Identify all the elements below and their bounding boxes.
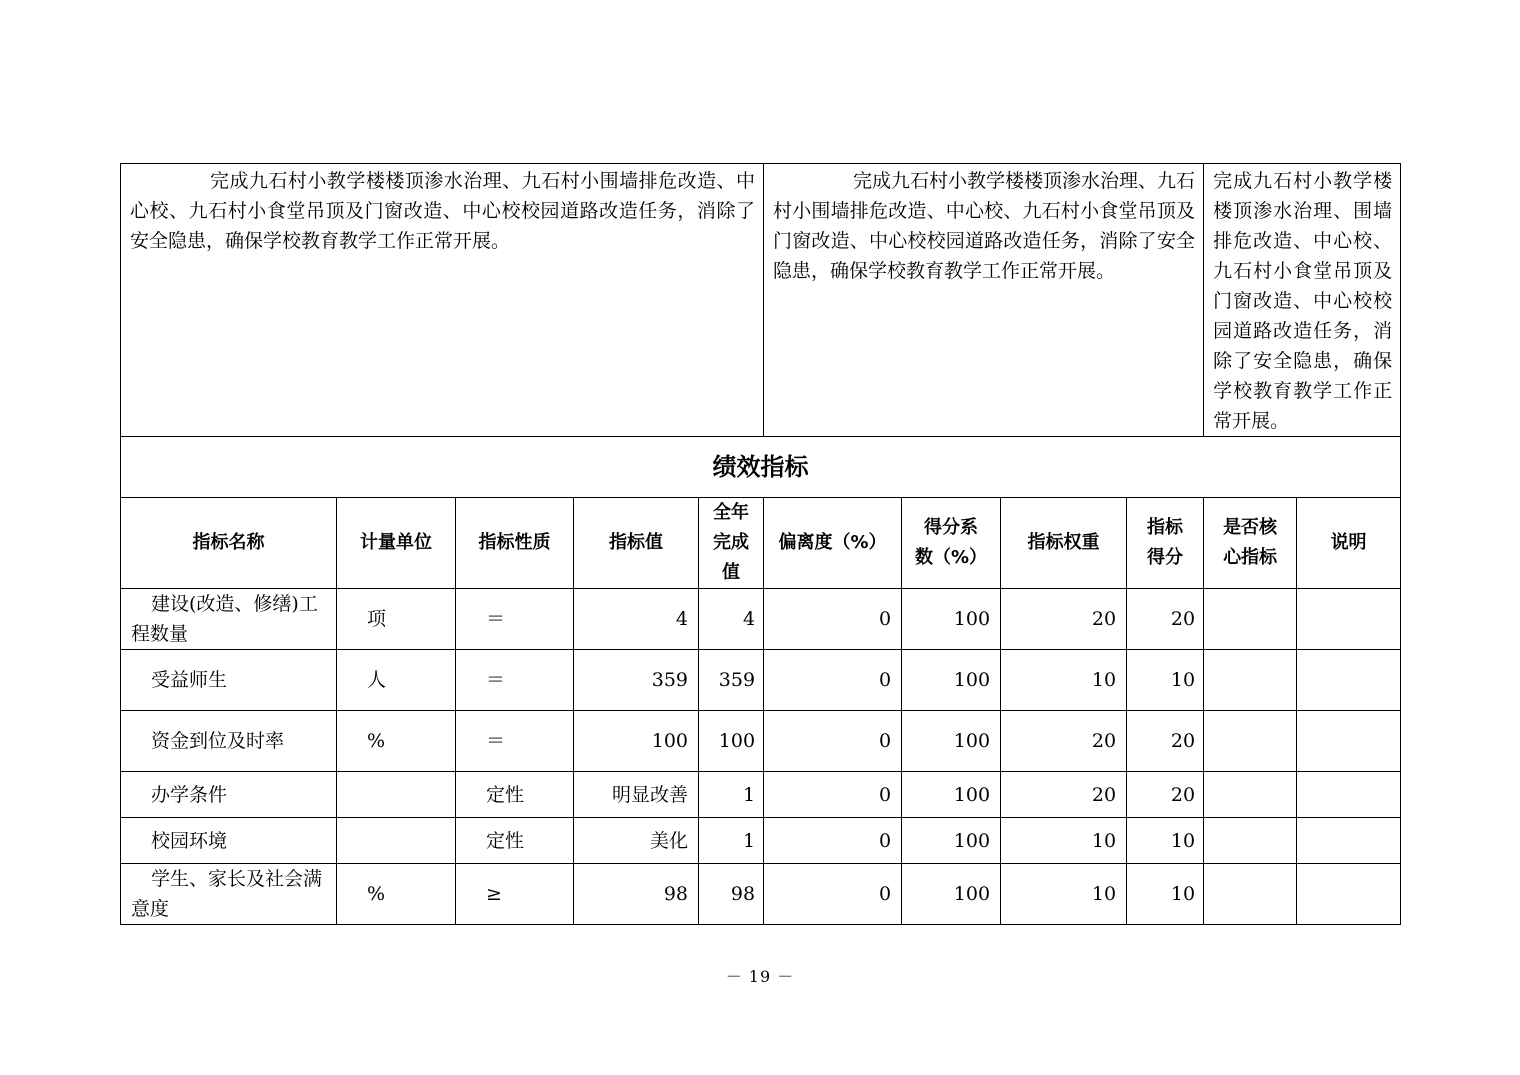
nature-cell: ＝ <box>456 589 574 650</box>
header-core-line2: 心指标 <box>1223 547 1278 568</box>
score-cell: 20 <box>1127 772 1204 818</box>
summary-actual-text: 完成九石村小教学楼楼顶渗水治理、九石村小围墙排危改造、中心校、九石村小食堂吊顶及门窗改造、中心校校园道路改造任务，消除了安全隐患，确保学校教育教学工作正常开展。 <box>764 164 1204 437</box>
indicator-name: 办学条件 <box>121 772 337 818</box>
weight-cell: 10 <box>1001 864 1127 925</box>
header-row <box>121 498 1401 589</box>
page-number: － 19 － <box>725 967 795 986</box>
indicator-name: 受益师生 <box>121 650 337 711</box>
header-core-line1: 是否核 <box>1223 517 1278 538</box>
annual-actual-cell: 1 <box>699 772 764 818</box>
core-cell <box>1204 589 1297 650</box>
target-value-cell: 4 <box>574 589 699 650</box>
score-cell: 10 <box>1127 818 1204 864</box>
table-row <box>121 772 1401 818</box>
weight-cell: 20 <box>1001 589 1127 650</box>
core-cell <box>1204 864 1297 925</box>
annual-actual-cell: 4 <box>699 589 764 650</box>
deviation-cell: 0 <box>764 711 902 772</box>
target-value-cell: 98 <box>574 864 699 925</box>
header-annual-actual <box>699 498 764 589</box>
header-score <box>1127 498 1204 589</box>
note-cell <box>1297 650 1401 711</box>
deviation-cell: 0 <box>764 589 902 650</box>
summary-evaluation-text: 完成九石村小教学楼楼顶渗水治理、围墙排危改造、中心校、九石村小食堂吊顶及门窗改造、中心校校园道路改造任务，消除了安全隐患，确保学校教育教学工作正常开展。 <box>1204 164 1401 437</box>
header-deviation: 偏离度（%） <box>764 498 902 589</box>
header-note: 说明 <box>1297 498 1401 589</box>
header-annual-line1: 全年 <box>713 502 750 523</box>
annual-actual-cell: 359 <box>699 650 764 711</box>
core-cell <box>1204 772 1297 818</box>
deviation-cell: 0 <box>764 818 902 864</box>
nature-cell: ＝ <box>456 650 574 711</box>
table-row <box>121 818 1401 864</box>
indicator-name: 资金到位及时率 <box>121 711 337 772</box>
header-weight: 指标权重 <box>1001 498 1127 589</box>
deviation-cell: 0 <box>764 772 902 818</box>
weight-cell: 10 <box>1001 818 1127 864</box>
target-value-cell: 美化 <box>574 818 699 864</box>
indicator-name: 校园环境 <box>121 818 337 864</box>
header-unit: 计量单位 <box>337 498 456 589</box>
header-annual-line3: 值 <box>722 562 741 583</box>
nature-cell: ＝ <box>456 711 574 772</box>
note-cell <box>1297 589 1401 650</box>
nature-cell: 定性 <box>456 818 574 864</box>
indicator-name: 建设(改造、修缮)工程数量 <box>121 589 337 650</box>
header-score-line2: 得分 <box>1147 547 1184 568</box>
header-coef-line1: 得分系 <box>924 517 979 538</box>
header-target-value: 指标值 <box>574 498 699 589</box>
performance-table <box>120 163 1401 925</box>
note-cell <box>1297 818 1401 864</box>
core-cell <box>1204 711 1297 772</box>
summary-plan-text: 完成九石村小教学楼楼顶渗水治理、九石村小围墙排危改造、中心校、九石村小食堂吊顶及门窗改造、中心校校园道路改造任务，消除了安全隐患，确保学校教育教学工作正常开展。 <box>121 164 764 437</box>
coefficient-cell: 100 <box>902 818 1001 864</box>
unit-cell: % <box>337 864 456 925</box>
unit-cell <box>337 818 456 864</box>
header-indicator-name: 指标名称 <box>121 498 337 589</box>
unit-cell: 项 <box>337 589 456 650</box>
unit-cell <box>337 772 456 818</box>
core-cell <box>1204 818 1297 864</box>
note-cell <box>1297 772 1401 818</box>
unit-cell: % <box>337 711 456 772</box>
header-annual-line2: 完成 <box>713 532 750 553</box>
score-cell: 10 <box>1127 650 1204 711</box>
unit-cell: 人 <box>337 650 456 711</box>
header-nature: 指标性质 <box>456 498 574 589</box>
core-cell <box>1204 650 1297 711</box>
note-cell <box>1297 711 1401 772</box>
table-row <box>121 864 1401 925</box>
coefficient-cell: 100 <box>902 772 1001 818</box>
deviation-cell: 0 <box>764 650 902 711</box>
coefficient-cell: 100 <box>902 650 1001 711</box>
table-row <box>121 650 1401 711</box>
summary-row <box>121 164 1401 437</box>
header-core <box>1204 498 1297 589</box>
table-row <box>121 711 1401 772</box>
header-score-line1: 指标 <box>1147 517 1184 538</box>
coefficient-cell: 100 <box>902 589 1001 650</box>
annual-actual-cell: 1 <box>699 818 764 864</box>
score-cell: 10 <box>1127 864 1204 925</box>
deviation-cell: 0 <box>764 864 902 925</box>
weight-cell: 10 <box>1001 650 1127 711</box>
header-coef-line2: 数（%） <box>915 547 988 568</box>
target-value-cell: 359 <box>574 650 699 711</box>
target-value-cell: 100 <box>574 711 699 772</box>
target-value-cell: 明显改善 <box>574 772 699 818</box>
nature-cell: ≥ <box>456 864 574 925</box>
coefficient-cell: 100 <box>902 711 1001 772</box>
score-cell: 20 <box>1127 711 1204 772</box>
weight-cell: 20 <box>1001 711 1127 772</box>
weight-cell: 20 <box>1001 772 1127 818</box>
section-title-row <box>121 437 1401 498</box>
note-cell <box>1297 864 1401 925</box>
annual-actual-cell: 100 <box>699 711 764 772</box>
header-score-coefficient <box>902 498 1001 589</box>
section-title: 绩效指标 <box>121 437 1401 498</box>
indicator-name: 学生、家长及社会满意度 <box>121 864 337 925</box>
score-cell: 20 <box>1127 589 1204 650</box>
coefficient-cell: 100 <box>902 864 1001 925</box>
table-row <box>121 589 1401 650</box>
annual-actual-cell: 98 <box>699 864 764 925</box>
nature-cell: 定性 <box>456 772 574 818</box>
